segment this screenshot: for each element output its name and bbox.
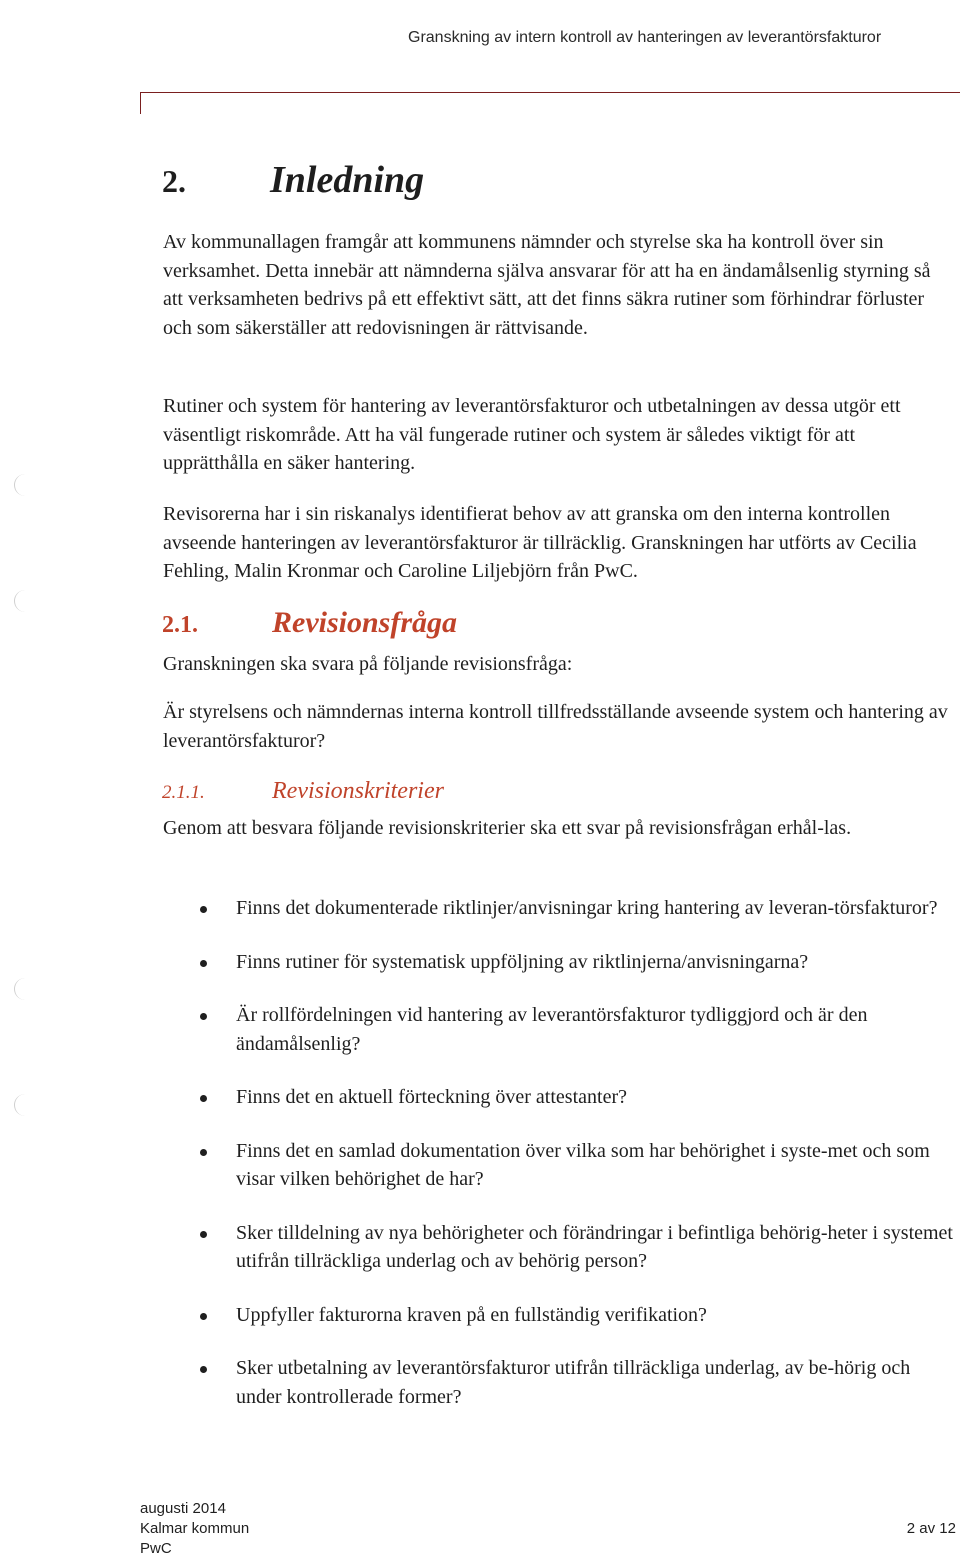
intro-paragraph: Av kommunallagen framgår att kommunens nämnder och styrelse ska ha kontroll över sin verksamhet. Detta innebär att nämnderna själva ansvarar för att ha en ändamålsenlig styrning så att verksamheten bedrivs på ett effektivt sätt, att det finns säkra rutiner som förhindrar förluster och som säkerställer att redovisningen är rättvisande. (163, 231, 931, 339)
criterion-text: Är rollfördelningen vid hantering av leverantörsfakturor tydliggjord och är den ändamålsenlig? (236, 1004, 868, 1055)
bullet-icon (200, 1366, 207, 1373)
criterion-text: Finns rutiner för systematisk uppföljning av riktlinjerna/anvisningarna? (236, 950, 809, 973)
subsubsection-title: Revisionskriterier (272, 778, 444, 804)
list-item (195, 1083, 955, 1112)
risk-paragraph: Rutiner och system för hantering av leverantörsfakturor och utbetalningen av dessa utgör ett väsentligt riskområde. Att ha väl fungerade rutiner och system är således viktigt för att upprätthålla en säker hantering. (163, 395, 901, 474)
scan-margin-mark (14, 474, 29, 496)
criteria-list (195, 894, 955, 1436)
criterion-text: Uppfyller fakturorna kraven på en fullständig verifikation? (236, 1303, 707, 1326)
criterion-text: Finns det dokumenterade riktlinjer/anvisningar kring hantering av leveran-törsfakturor? (236, 897, 938, 919)
list-item (195, 1301, 955, 1330)
subsection-title: Revisionsfråga (272, 606, 458, 639)
scan-margin-mark (14, 590, 29, 612)
audit-question: Är styrelsens och nämndernas interna kontroll tillfredsställande avseende system och hantering av leverantörsfakturor? (163, 701, 948, 752)
subsubsection-number: 2.1.1. (162, 782, 205, 803)
header-rule-tick (140, 92, 141, 114)
criterion-text: Sker tilldelning av nya behörigheter och förändringar i befintliga behörig-heter i systemet utifrån tillräckliga underlag och av behörig person? (236, 1221, 953, 1272)
list-item (195, 1219, 955, 1276)
criterion-text: Finns det en aktuell förteckning över attestanter? (236, 1086, 627, 1108)
page-footer (140, 1499, 960, 1559)
section-heading (162, 158, 424, 202)
section-number: 2. (162, 163, 186, 199)
criterion-text: Sker utbetalning av leverantörsfakturor utifrån tillräckliga underlag, av be-hörig och under kontrollerade former? (236, 1357, 911, 1408)
subsection-number: 2.1. (162, 612, 198, 638)
list-item (195, 1137, 955, 1194)
footer-company: PwC (140, 1540, 172, 1557)
page-number: 2 av 12 (906, 1520, 956, 1537)
bullet-icon (200, 1013, 207, 1020)
question-intro: Granskningen ska svara på följande revisionsfråga: (163, 653, 573, 675)
criteria-intro: Genom att besvara följande revisionskriterier ska ett svar på revisionsfrågan erhål-las. (163, 817, 852, 839)
subsection-heading (162, 606, 457, 640)
section-title: Inledning (270, 159, 425, 201)
list-item (195, 1001, 955, 1058)
scan-margin-mark (14, 978, 29, 1000)
list-item (195, 1354, 955, 1411)
header-rule (140, 92, 960, 93)
scan-margin-mark (14, 1094, 29, 1116)
subsubsection-heading (162, 778, 444, 805)
bullet-icon (200, 1313, 207, 1320)
running-header: Granskning av intern kontroll av hanteringen av leverantörsfakturor (408, 29, 882, 46)
footer-organization-row (140, 1519, 960, 1539)
auditors-paragraph: Revisorerna har i sin riskanalys identifierat behov av att granska om den interna kontrollen avseende hanteringen av leverantörsfakturor är tillräcklig. Granskningen har utförts av Cecilia Fehling, Malin Kronmar och Caroline Liljebjörn från PwC. (163, 503, 917, 582)
criterion-text: Finns det en samlad dokumentation över vilka som har behörighet i syste-met och som visar vilken behörighet de har? (236, 1139, 930, 1190)
bullet-icon (200, 906, 207, 913)
bullet-icon (200, 960, 207, 967)
bullet-icon (200, 1149, 207, 1156)
bullet-icon (200, 1095, 207, 1102)
list-item (195, 948, 955, 977)
bullet-icon (200, 1231, 207, 1238)
footer-date: augusti 2014 (140, 1500, 226, 1517)
footer-organization: Kalmar kommun (140, 1520, 250, 1537)
list-item (195, 894, 955, 923)
